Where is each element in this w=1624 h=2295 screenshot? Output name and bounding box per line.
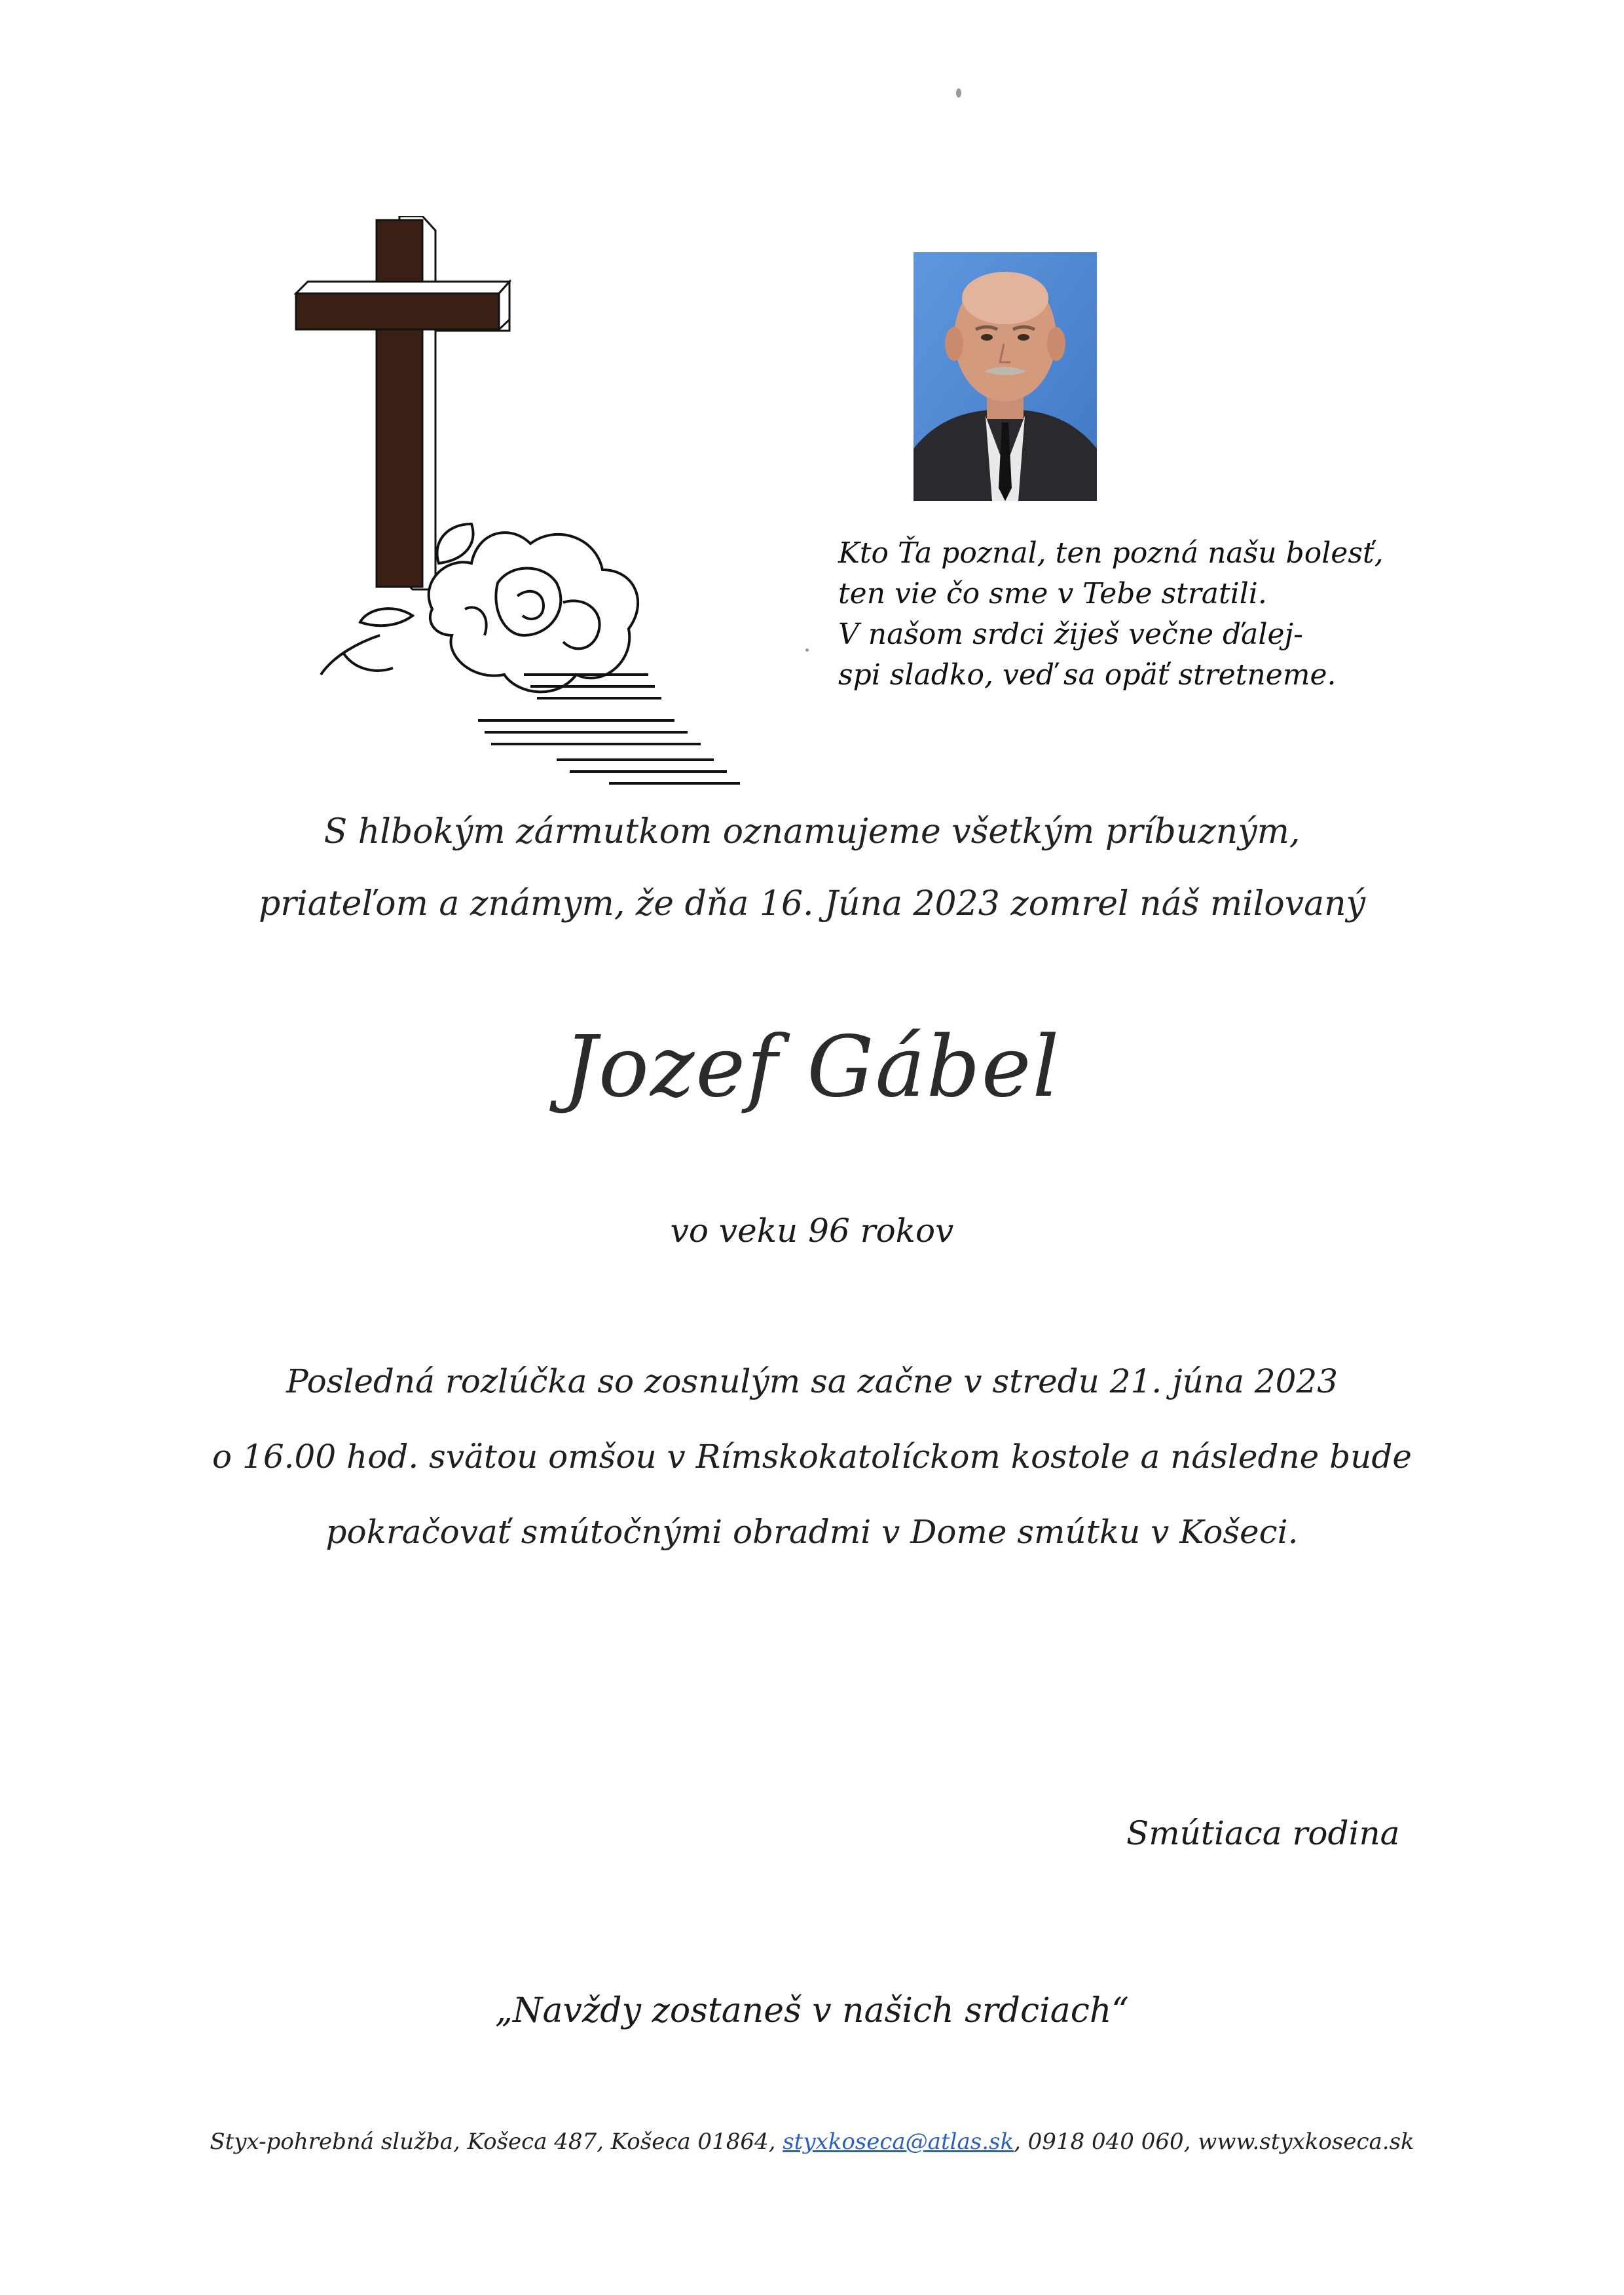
portrait-photo bbox=[913, 252, 1097, 501]
scan-speck bbox=[805, 648, 809, 652]
family-signature: Smútiaca rodina bbox=[1126, 1814, 1400, 1852]
funeral-notice-line: o 16.00 hod. svätou omšou v Rímskokatolíckom kostole a následne bude bbox=[212, 1438, 1412, 1476]
announcement-line: S hlbokým zármutkom oznamujeme všetkým príbuzným, bbox=[323, 812, 1301, 851]
verse-line: ten vie čo sme v Tebe stratili. bbox=[838, 577, 1267, 610]
cross-with-rose-icon bbox=[282, 216, 753, 793]
verse-line: spi sladko, veď sa opäť stretneme. bbox=[838, 658, 1337, 692]
deceased-name: Jozef Gábel bbox=[563, 1018, 1061, 1116]
footer-contact bbox=[0, 2129, 1624, 2155]
footer-phone-web: , 0918 040 060, www.styxkoseca.sk bbox=[1014, 2129, 1414, 2155]
funeral-notice-line: Posledná rozlúčka so zosnulým sa začne v stredu 21. júna 2023 bbox=[286, 1362, 1338, 1400]
scan-speck bbox=[956, 88, 961, 98]
age-line: vo veku 96 rokov bbox=[670, 1212, 954, 1250]
verse-line: Kto Ťa poznal, ten pozná našu bolesť, bbox=[838, 536, 1384, 570]
footer-address: Styx-pohrebná služba, Košeca 487, Košeca 01864, bbox=[210, 2129, 783, 2155]
footer-email-link[interactable]: styxkoseca@atlas.sk bbox=[783, 2129, 1014, 2155]
verse-line: V našom srdci žiješ večne ďalej- bbox=[838, 618, 1304, 651]
announcement-line: priateľom a známym, že dňa 16. Júna 2023 zomrel náš milovaný bbox=[259, 884, 1365, 924]
funeral-notice-line: pokračovať smútočnými obradmi v Dome smútku v Košeci. bbox=[325, 1513, 1299, 1551]
motto: „Navždy zostaneš v našich srdciach“ bbox=[495, 1991, 1129, 2030]
